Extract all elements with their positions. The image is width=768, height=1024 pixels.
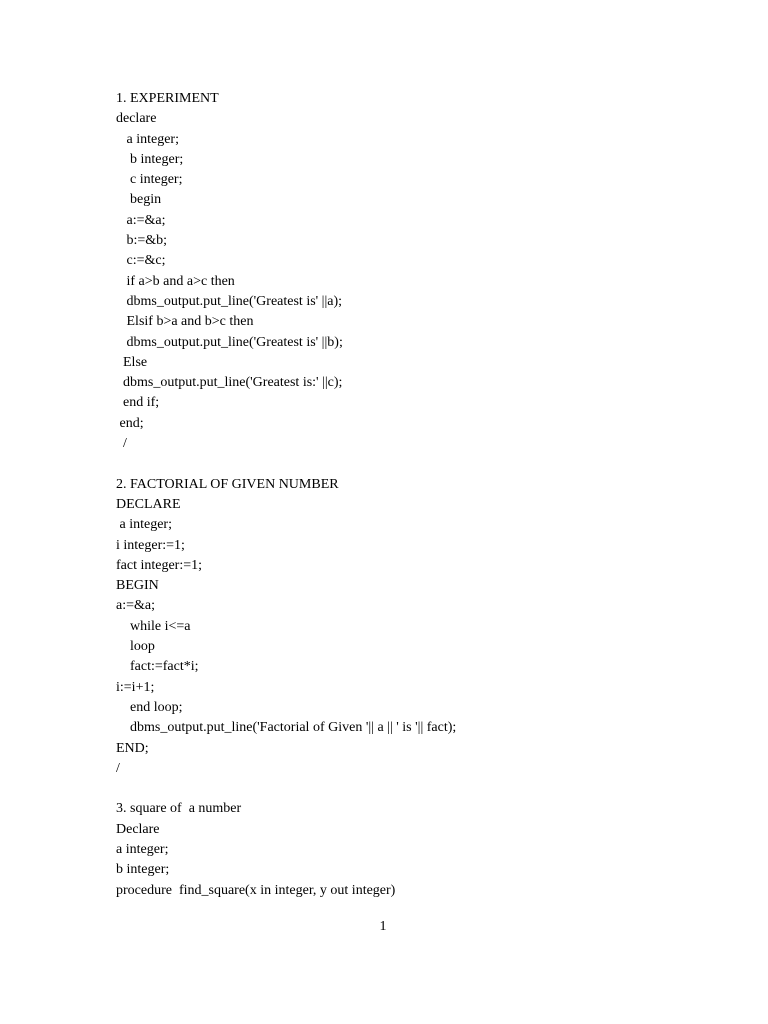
- code-line: BEGIN: [116, 578, 159, 594]
- code-line: Declare: [116, 821, 160, 837]
- code-line: a integer;: [116, 131, 179, 147]
- code-line: b integer;: [116, 862, 170, 878]
- code-line: dbms_output.put_line('Greatest is' ||b);: [116, 334, 343, 350]
- code-line: if a>b and a>c then: [116, 273, 235, 289]
- code-line: 2. FACTORIAL OF GIVEN NUMBER: [116, 476, 339, 492]
- page-number: [0, 917, 768, 937]
- code-line: end;: [116, 415, 144, 431]
- page-number-text: 1: [379, 919, 387, 934]
- code-line: fact integer:=1;: [116, 557, 203, 573]
- code-line: a integer;: [116, 841, 169, 857]
- code-listing: [116, 89, 716, 901]
- code-line: begin: [116, 192, 162, 208]
- code-line: DECLARE: [116, 496, 181, 512]
- code-line: a:=&a;: [116, 598, 155, 614]
- code-line: b integer;: [116, 151, 184, 167]
- code-line: 1. EXPERIMENT: [116, 91, 219, 106]
- code-line: declare: [116, 111, 157, 127]
- code-line: a integer;: [116, 517, 172, 533]
- code-line: c integer;: [116, 172, 183, 188]
- code-line: i:=i+1;: [116, 679, 155, 695]
- code-line: /: [116, 760, 120, 776]
- code-line: loop: [116, 639, 155, 655]
- code-line: i integer:=1;: [116, 537, 185, 553]
- code-line: END;: [116, 740, 149, 756]
- code-line: [116, 779, 716, 799]
- code-line: dbms_output.put_line('Greatest is:' ||c);: [116, 375, 343, 391]
- code-line: [116, 454, 716, 474]
- code-line: fact:=fact*i;: [116, 659, 199, 675]
- code-line: end if;: [116, 395, 160, 411]
- code-line: dbms_output.put_line('Greatest is' ||a);: [116, 293, 343, 309]
- code-line: c:=&c;: [116, 253, 166, 269]
- code-line: a:=&a;: [116, 212, 166, 228]
- code-line: end loop;: [116, 699, 183, 715]
- code-line: /: [116, 436, 127, 452]
- code-line: Else: [116, 354, 148, 370]
- code-line: 3. square of a number: [116, 801, 242, 817]
- code-line: procedure find_square(x in integer, y out integer): [116, 882, 396, 898]
- code-line: dbms_output.put_line('Factorial of Given '|| a || ' is '|| fact);: [116, 720, 457, 736]
- code-line: b:=&b;: [116, 233, 168, 249]
- code-line: Elsif b>a and b>c then: [116, 314, 254, 330]
- code-line: while i<=a: [116, 618, 191, 634]
